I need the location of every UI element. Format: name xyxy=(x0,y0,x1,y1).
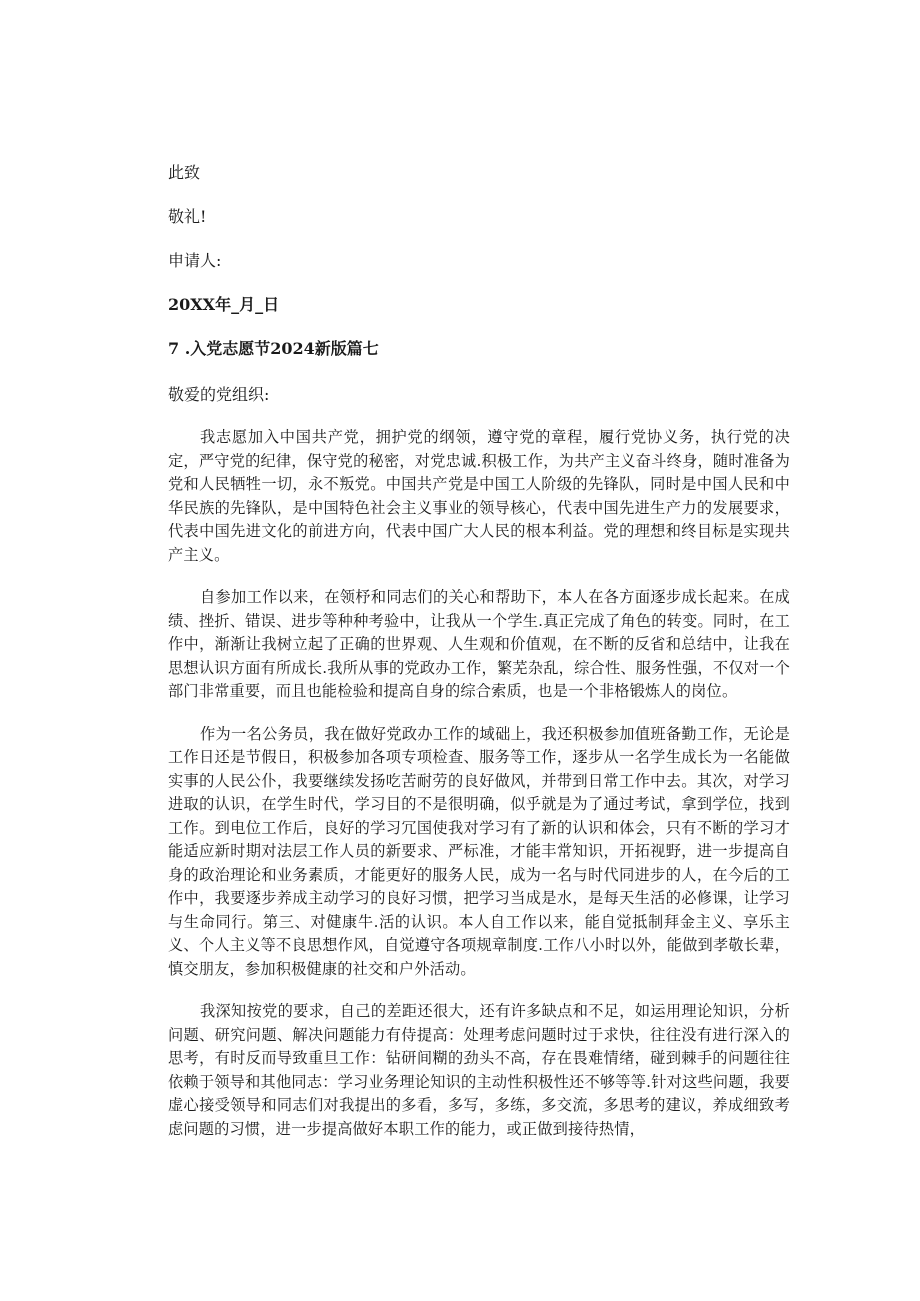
closing-line-1: 此致 xyxy=(168,163,201,182)
applicant-label: 申请人: xyxy=(168,251,222,270)
date-line: 20XX年_月_日 xyxy=(168,295,280,314)
paragraph-1: 我志愿加入中国共产党，拥护党的纲领，遵守党的章程，履行党协义务，执行党的决定，严守党的纪律，保守党的秘密，对党忠诚.积极工作，为共产主义奋斗终身，随时准备为党和人民牺牲一切，永不叛党。中国共产党是中国工人阶级的先锋队，同时是中国人民和中华民族的先锋队，是中国特色社会主义事业的领导核心，代表中国先进生产力的发展要求，代表中国先进文化的前进方向，代表中国广大人民的根本利益。党的理想和终目标是实现共产主义。 xyxy=(168,428,790,564)
section-heading: 7 .入党志愿节2024新版篇七 xyxy=(168,339,379,358)
paragraph-3: 作为一名公务员，我在做好党政办工作的域础上，我还积极参加值班备勤工作，无论是工作日还是节假日，积极参加各项专项检查、服务等工作，逐步从一名学生成长为一名能做实事的人民公仆，我要继续发扬吃苦耐劳的良好做风，并带到日常工作中去。其次，对学习进取的认识，在学生时代，学习目的不是很明确，似乎就是为了通过考试，拿到学位，找到工作。到电位工作后，良好的学习冗国使我对学习有了新的认识和体会，只有不断的学习才能适应新时期对法层工作人员的新要求、严标准，才能丰常知识，开拓视野，进一步提高自身的政治理论和业务素质，才能更好的服务人民，成为一名与时代同进步的人，在今后的工作中，我要逐步养成主动学习的良好习惯，把学习当成是水，是每天生活的必修课，让学习与生命同行。第三、对健康牛.活的认识。本人自工作以来，能自觉抵制拜金主义、享乐主义、个人主义等不良思想作风，自觉遵守各项规章制度.工作八小时以外，能做到孝敬长辈，慎交朋友，参加积极健康的社交和户外活动。 xyxy=(168,724,790,978)
closing-line-2: 敬礼! xyxy=(168,207,207,226)
salutation: 敬爱的党组织: xyxy=(168,385,270,404)
document-page xyxy=(168,160,790,1160)
paragraph-2: 自参加工作以来，在领杼和同志们的关心和帮助下，本人在各方面逐步成长起来。在成绩、挫折、错误、进步等种种考验中，让我从一个学生.真正完成了角色的转变。同时，在工作中，渐渐让我树立起了正确的世界观、人生观和价值观，在不断的反省和总结中，让我在思想认识方面有所成长.我所从事的党政办工作，繁芜杂乱，综合性、服务性强，不仅对一个部门非常重要，而且也能检验和提高自身的综合索质，也是一个非格锻炼人的岗位。 xyxy=(168,588,790,700)
paragraph-4: 我深知按党的要求，自己的差距还很大，还有许多缺点和不足，如运用理论知识，分析问题、研究问题、解决问题能力有侍提高：处理考虑问题时过于求快，往往没有进行深入的思考，有时反而导致重旦工作：钻研间糊的劲头不高，存在畏难情绪，碰到棘手的问题往往依赖于领导和其他同志：学习业务理论知识的主动性积极性还不够等等.针对这些问题，我要虚心接受领导和同志们对我提出的多看，多写，多练，多交流，多思考的建议，养成细致考虑问题的习惯，进一步提高做好本职工作的能力，或正做到接待热情， xyxy=(168,1002,790,1138)
